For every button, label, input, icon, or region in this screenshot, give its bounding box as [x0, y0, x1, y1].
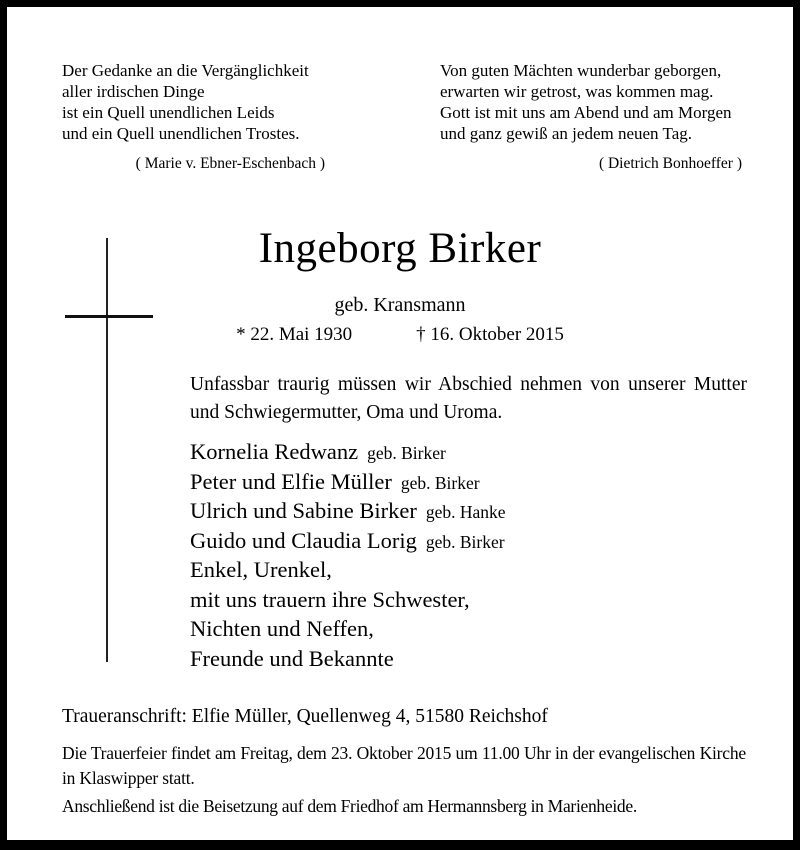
mourner-name: Ulrich und Sabine Birker [190, 498, 417, 523]
list-item [190, 644, 750, 674]
mourner-maiden: geb. Hanke [425, 502, 506, 522]
quote-line: ist ein Quell unendlichen Leids [62, 103, 275, 122]
quote-right [440, 60, 742, 174]
birth-date: * 22. Mai 1930 [236, 324, 353, 345]
mourners-list [190, 437, 750, 673]
list-item [190, 614, 750, 644]
quote-line: aller irdischen Dinge [62, 82, 205, 101]
mourner-name: Enkel, Urenkel, [190, 557, 332, 582]
life-dates [0, 324, 800, 346]
quote-attribution: ( Dietrich Bonhoeffer ) [598, 155, 742, 172]
mourner-name: Peter und Elfie Müller [190, 468, 392, 494]
mourning-address: Traueranschrift: Elfie Müller, Quellenweg 4, 51580 Reichshof [62, 706, 548, 727]
mourner-maiden: geb. Birker [367, 443, 446, 463]
list-item [190, 437, 750, 467]
quote-left [62, 60, 325, 174]
mourner-name: mit uns trauern ihre Schwester, [190, 586, 470, 612]
mourner-name: Freunde und Bekannte [190, 645, 394, 671]
maiden-name: geb. Kransmann [334, 294, 466, 316]
list-item [190, 526, 750, 556]
quote-line: Der Gedanke an die Vergänglichkeit [62, 61, 309, 80]
burial-info: Anschließend ist die Beisetzung auf dem Friedhof am Hermannsberg in Marienheide. [62, 796, 637, 816]
deceased-name: Ingeborg Birker [258, 225, 542, 272]
mourner-maiden: geb. Birker [425, 531, 505, 552]
mourner-maiden: geb. Birker [400, 472, 480, 493]
quote-line: Gott ist mit uns am Abend und am Morgen [440, 103, 732, 122]
funeral-service-info: Die Trauerfeier findet am Freitag, dem 23. Oktober 2015 um 11.00 Uhr in der evangelischen Kirche in Klaswipper statt. [62, 743, 746, 788]
list-item [190, 555, 750, 585]
list-item [190, 496, 750, 526]
quote-line: und ganz gewiß an jedem neuen Tag. [440, 124, 692, 143]
list-item [190, 467, 750, 497]
quote-line: und ein Quell unendlichen Trostes. [62, 124, 300, 143]
quote-line: Von guten Mächten wunderbar geborgen, [440, 61, 722, 80]
death-date: † 16. Oktober 2015 [416, 324, 564, 345]
mourner-name: Nichten und Neffen, [190, 616, 374, 641]
quote-attribution: ( Marie v. Ebner-Eschenbach ) [135, 155, 325, 172]
quote-line: erwarten wir getrost, was kommen mag. [440, 82, 714, 101]
mourner-name: Guido und Claudia Lorig [190, 527, 417, 553]
list-item [190, 585, 750, 615]
intro-text: Unfassbar traurig müssen wir Abschied nehmen von unserer Mutter und Schwiegermutter, Oma und Uroma. [190, 374, 747, 423]
mourner-name: Kornelia Redwanz [190, 439, 359, 464]
